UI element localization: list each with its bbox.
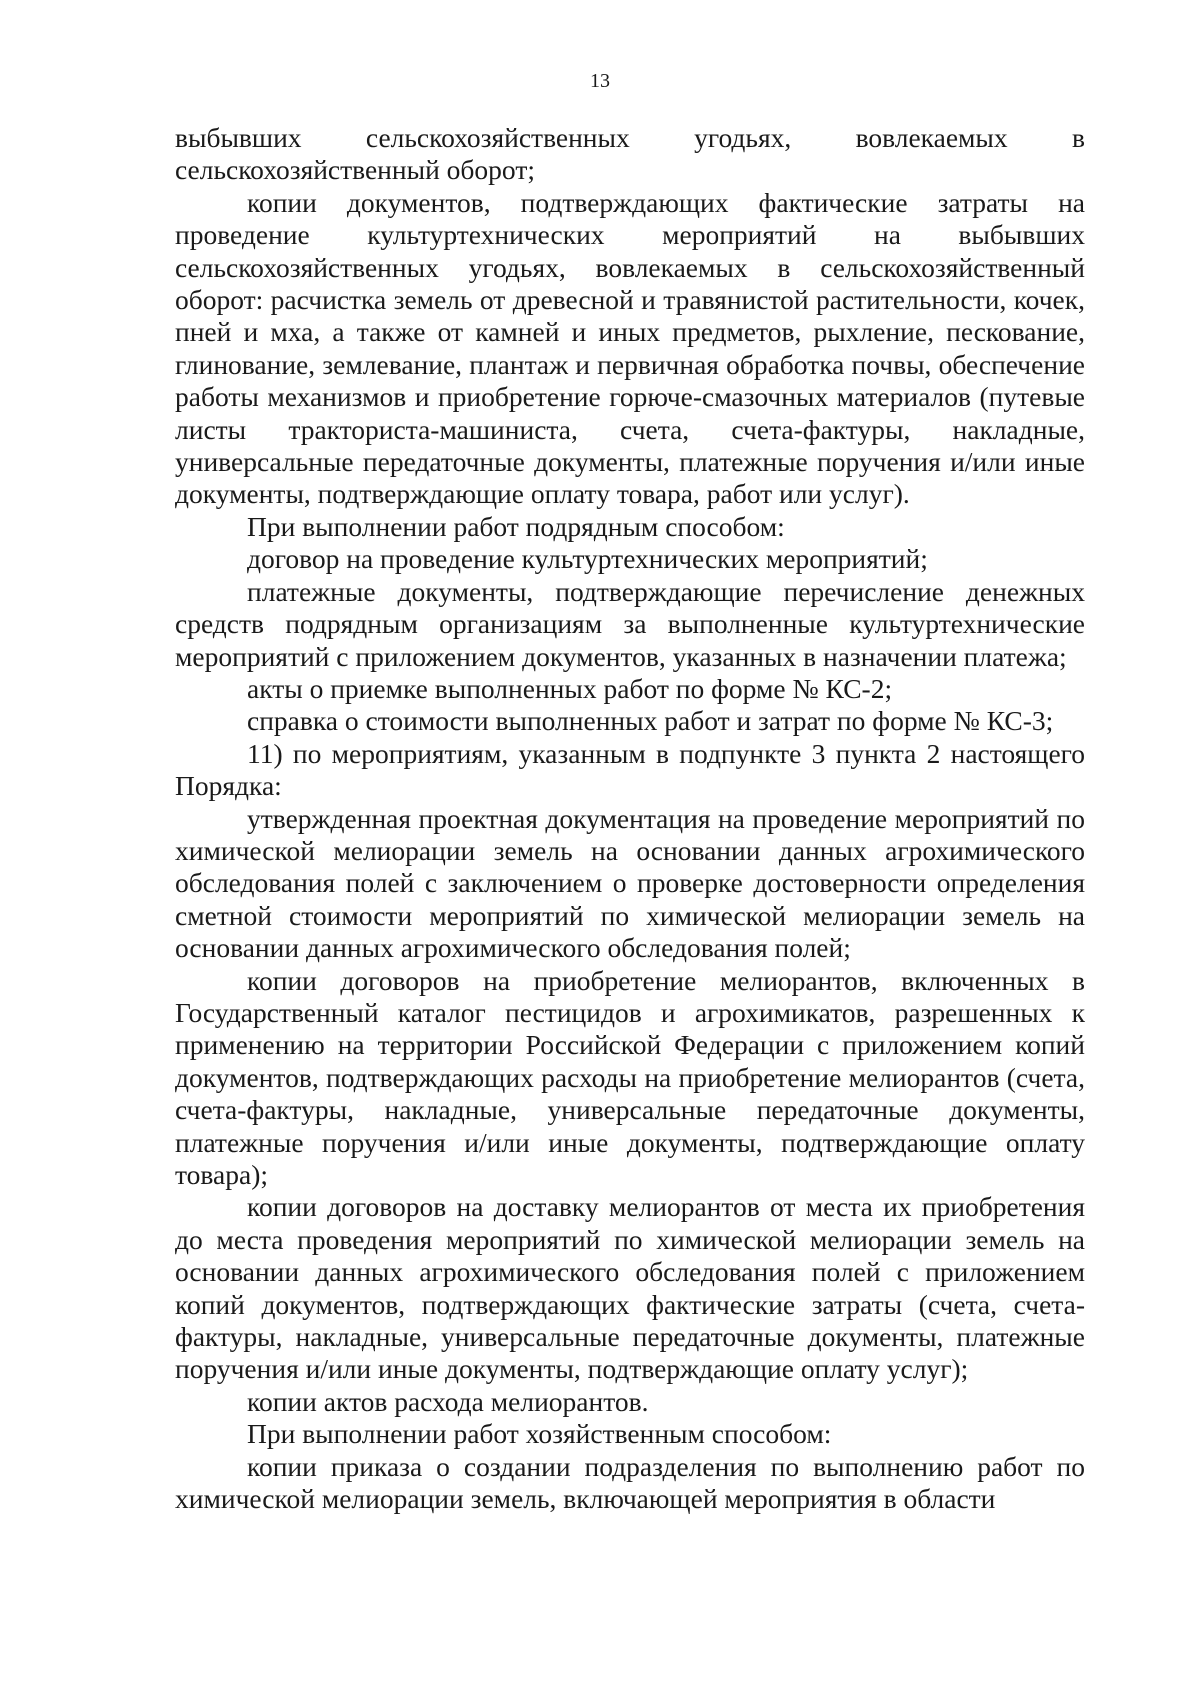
paragraph: При выполнении работ подрядным способом: — [247, 510, 785, 542]
paragraph: копии договоров на доставку мелиорантов от места их приобретения до места проведения мероприятий по химической мелиорации земель на основании данных агрохимического обследования полей с приложением копий документов, подтверждающих фактические затраты (счета, счета-фактуры, накладные, универсальные передаточные документы, платежные поручения и/или иные документы, подтверждающие оплату услуг); — [175, 1191, 1085, 1385]
paragraph: При выполнении работ хозяйственным способом: — [247, 1418, 832, 1450]
paragraph-continuation: выбывших сельскохозяйственных угодьях, вовлекаемых в сельскохозяйственный оборот; — [175, 122, 1085, 186]
paragraph: копии договоров на приобретение мелиорантов, включенных в Государственный каталог пестицидов и агрохимикатов, разрешенных к применению на территории Российской Федерации с приложением копий документов, подтверждающих расходы на приобретение мелиорантов (счета, счета-фактуры, накладные, универсальные передаточные документы, платежные поручения и/или иные документы, подтверждающие оплату товара); — [175, 964, 1085, 1190]
paragraph: копии актов расхода мелиорантов. — [247, 1385, 649, 1417]
document-body — [175, 122, 1085, 1515]
paragraph: копии приказа о создании подразделения по выполнению работ по химической мелиорации земель, включающей мероприятия в области — [175, 1450, 1085, 1515]
paragraph-numbered-item: 11) по мероприятиям, указанным в подпункте 3 пункта 2 настоящего Порядка: — [175, 737, 1085, 802]
paragraph: справка о стоимости выполненных работ и затрат по форме № КС-3; — [247, 705, 1054, 737]
paragraph: утвержденная проектная документация на проведение мероприятий по химической мелиорации земель на основании данных агрохимического обследования полей с заключением о проверке достоверности определения сметной стоимости мероприятий по химической мелиорации земель на основании данных агрохимического обследования полей; — [175, 802, 1085, 964]
paragraph: договор на проведение культуртехнических мероприятий; — [247, 543, 928, 575]
page-number: 13 — [590, 70, 610, 92]
paragraph: платежные документы, подтверждающие перечисление денежных средств подрядным организациям за выполненные культуртехнические мероприятий с приложением документов, указанных в назначении платежа; — [175, 575, 1085, 672]
paragraph: копии документов, подтверждающих фактические затраты на проведение культуртехнических мероприятий на выбывших сельскохозяйственных угодьях, вовлекаемых в сельскохозяйственный оборот: расчистка земель от древесной и травянистой растительности, кочек, пней и мха, а также от камней и иных предметов, рыхление, пескование, глинование, землевание, плантаж и первичная обработка почвы, обеспечение работы механизмов и приобретение горюче-смазочных материалов (путевые листы тракториста-машиниста, счета, счета-фактуры, накладные, универсальные передаточные документы, платежные поручения и/или иные документы, подтверждающие оплату товара, работ или услуг). — [175, 186, 1085, 510]
paragraph: акты о приемке выполненных работ по форме № КС-2; — [247, 672, 893, 704]
